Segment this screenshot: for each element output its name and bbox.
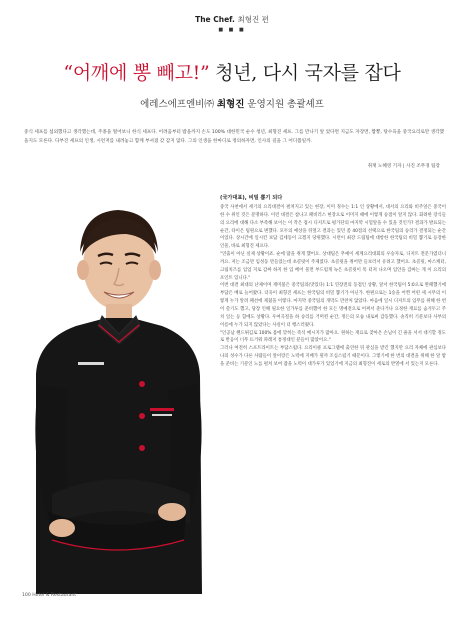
section-chef-name: 최형진 편 bbox=[237, 15, 269, 24]
subhead-title: 운영지원 총괄셰프 bbox=[244, 99, 324, 110]
subhead-org: 에레스에프엔비㈜ bbox=[140, 99, 217, 110]
section-title: The Chef. bbox=[195, 15, 235, 24]
article-paragraph: 그러나 여전히 스포트라이트는 부담스럽다. 요리이클 프로그램에 출연한 뒤 관심을 받긴 했지만 요리 자체에 관심보다 나의 성수가 다른 사람들이 앞이랑은 노력에 지배가 될까 조심스럽기 때문이다. 그렇기에 한 번의 대결을 위해 한 달 밤을 준비는 기분인 노를 펼쳐 보여 잡을 노력이 대가루가 있었기에 지금의 최형진이 세로의 반열에 서 있는지 모른다. bbox=[220, 346, 446, 367]
article-paragraph: 중국 사천에서 세기의 요리대결이 펼쳐지고 있는 현장, 이미 정수는 1:1 인 상황에서, 대서의 요리와 비주얼은 중국이 한 수 위인 것은 분명하다. 이런 대결은 참나고 패비러스 현장으로 이미지 때에 이렇게 승점이 알지 않다. 화려한 장식들의 요리에 대해 다소 부족해 보이는 이 작은 접시 디저트로 평가단의 마지막 시험앞을 수 있을 것인가? 결과가 발표되는 순간, 타이은 팀원으로 변했다. 모두의 예상을 뒤엎고 결과는 있던 좀 40점의 선택으로 한국팀의 승리가 결정되는 순간이었다. 상시간에 일시킨 보답 김세동이 크겠지 당위했다. 시련이 최강 드림팀에 대항한 한국팀의 비밀 뽑기로 등장한 인물, 바로 최형진 셰프다. bbox=[220, 205, 446, 250]
photo-credit: 취재 노혜영 기자 | 사진 조무경 팀장 bbox=[367, 164, 440, 169]
article-body bbox=[220, 194, 446, 369]
headline bbox=[0, 58, 464, 85]
page-footer: 100 Hotel & Restaurant bbox=[22, 593, 77, 598]
headline-quote: “어깨에 뽕 빼고!” bbox=[63, 62, 210, 84]
chef-photo bbox=[22, 194, 210, 594]
subhead-person: 최형진 bbox=[216, 99, 245, 110]
article-paragraph: 이번 대결 최대의 난제이며 재미불은 중국팀의(맛있다) 1:1 연장전의 동점인 상황, 앞서 한국팀이 5:0으로 완패했기에 부담은 배로 늘어왔다. 더욱이 최형진 셰프는 한국팀의 비밀 뽑기가 아닌가. 한편으로는 1승을 어쩐 어떤 셰 시무의 이렇게 누가 알려 패션에 제쳤을 이렇다. 마지막 중국팀의 개막도 만찬처 않았다. 마음에 일시 디저트의 임무를 위해 한 번이 쓸기도 했고, 당장 인해 필요한 일가투를 준비했어 한 모든 명예전으로 어쩌서 준다거나 요정한 재료를 숨겨두고 주치 일는 등 함에도 상황다. 우여곡절을 하 승리를 거머쥔 순간, 정든의 모습 내로써 감동했다. 솔직히 기분보다 사부의 이름에 누가 되지 않았다는 사실이 더 행스러웠다. bbox=[220, 283, 446, 328]
section-dots: ■ ■ ■ bbox=[218, 27, 246, 33]
section-label bbox=[0, 14, 464, 25]
intro-paragraph: 중식 셰프를 섭외했다고 생각했는데, 주종을 떨어보니 한식 셰프다. 어려움부터 밥을까지 손도 100% 대한민국 순수 청년, 최형진 셰프. 그를 만나기 앞 었다면 지금도 자장면, 짬뽕, 탕수육을 중국요리로만 생각했을지도 모른다. 다부진 셰프의 인생, 시련저를 내려놓고 함께 부셔졌 갖 감지 않다. 그의 인생을 한마디로 정의하자면, 인사의 길을 그 어디쯤일까. bbox=[24, 130, 444, 144]
subhead bbox=[0, 96, 464, 110]
chef-illustration bbox=[22, 194, 210, 594]
article-subtitle: (국가대표), 비밀 뽑기 되다 bbox=[220, 195, 283, 201]
article-paragraph: "연출이 아닌 실제 상황이죠. 순에 땀을 쥐게 했어요. 상대팀은 무예이 세계요리대회의 우승자로, 디저트 전문가였더니까요. 저는 조금만 임성동 만들었는데 초콜릿이 주제였다. 초콜릿을 쥐어만 들보러서 유려고 했어요. 초콜릿, 마스케터, 크림치즈를 입업 지로 감싸 하지 한 입 베어 물면 부드럽게 녹은 초콜릿이 톡 터져 나오며 입안을 감싸는 게 이 요리의 포인트 있니다." bbox=[220, 252, 446, 281]
article-paragraph: "인공남 핸드튀김로 100% 몸에 맞히는 즉석 메시지가 많아요. 원하는 재료로 찾아온 손님이 긴 줄을 서서 대기할 정도로 반응이 너무 뜨거워 파레저 통정대인 분들이 많았어요." bbox=[220, 330, 446, 344]
headline-rest: 청년, 다시 국자를 잡다 bbox=[209, 62, 401, 84]
